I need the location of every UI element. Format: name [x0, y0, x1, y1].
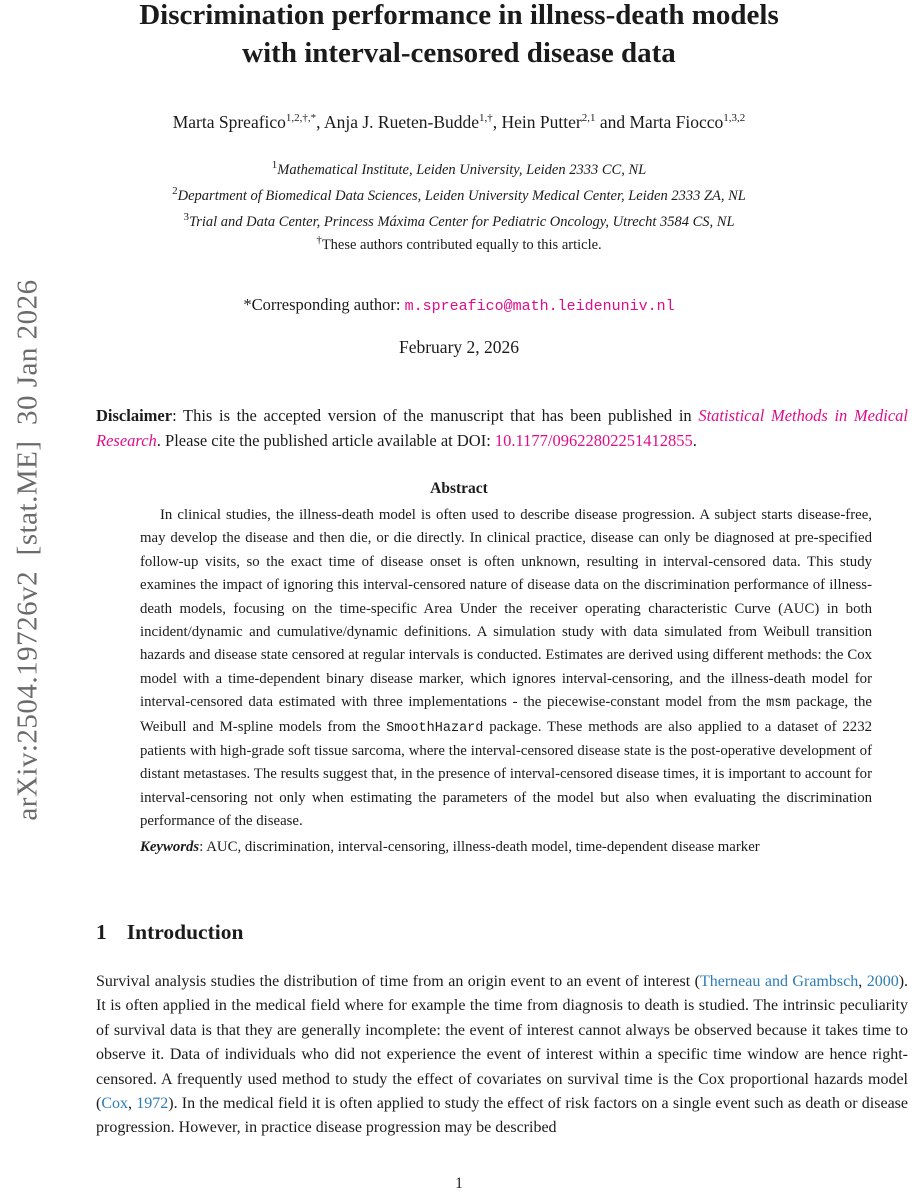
- citation-therneau-grambsch[interactable]: Therneau and Grambsch: [699, 973, 859, 990]
- keywords-label: Keywords: [140, 839, 200, 855]
- disclaimer-label: Disclaimer: [96, 406, 173, 425]
- r-package-smoothhazard: SmoothHazard: [386, 720, 484, 736]
- affiliation-3: $^3$Trial and Data Center, Princess Máxima Center for Pediatric Oncology, Utrecht 3584 CS, NL: [183, 210, 735, 230]
- disclaimer-paragraph: Disclaimer: This is the accepted version of the manuscript that has been published in Statistical Methods in Medical Research. Please cite the published article available at DOI: 10.1177/09622802251412855.: [96, 406, 908, 450]
- doi-link[interactable]: 10.1177/09622802251412855: [494, 430, 693, 450]
- author-affil-marks: 1,†: [479, 112, 493, 125]
- section-heading-introduction: [96, 920, 243, 945]
- introduction-paragraph: Survival analysis studies the distribution of time from an origin event to an event of interest (Therneau and Grambsch, 2000). It is often applied in the medical field where for example the time from diagnosis to death is studied. The intrinsic peculiarity of survival data is that they are generally incomplete: the event of interest cannot always be observed because it takes time to observe it. Data of individuals who did not experience the event of interest within a specific time window are hence right-censored. A frequently used method to study the effect of covariates on survival time is the Cox proportional hazards model (Cox, 1972). In the medical field it is often applied to study the effect of risk factors on a single event such as death or disease progression. However, in practice disease progression may be described: [96, 973, 909, 1137]
- keywords-line: Keywords: AUC, discrimination, interval-censoring, illness-death model, time-dependent disease marker: [140, 839, 760, 855]
- citation-cox[interactable]: Cox: [101, 1095, 128, 1113]
- author: Marta Fiocco$^{1,3,2}$: [629, 112, 746, 132]
- paper-date: February 2, 2026: [398, 337, 520, 357]
- paper-title-line2: with interval-censored disease data: [242, 37, 676, 69]
- equal-contribution-note: †These authors contributed equally to this article.: [316, 234, 602, 253]
- affiliation-1: $^1$Mathematical Institute, Leiden University, Leiden 2333 CC, NL: [271, 159, 647, 178]
- affiliation-2: $^2$Department of Biomedical Data Sciences, Leiden University Medical Center, Leiden 2333 ZA, NL: [172, 184, 746, 204]
- paper-title: [0, 0, 918, 72]
- author-affil-marks: 2,1: [581, 112, 596, 125]
- author-affil-marks: 1,2,†,*: [285, 112, 317, 125]
- section-title: Introduction: [126, 920, 244, 944]
- corresponding-email-link[interactable]: m.spreafico@math.leidenuniv.nl: [404, 298, 675, 315]
- affiliation-list: [0, 158, 918, 235]
- section-number: 1: [96, 920, 107, 944]
- abstract-heading: Abstract: [430, 480, 488, 497]
- author-affil-marks: 1,3,2: [723, 112, 746, 125]
- corresponding-author-line: [0, 295, 918, 315]
- journal-link[interactable]: Statistical Methods in Medical Research: [96, 406, 908, 450]
- corresponding-label: *Corresponding author:: [243, 295, 405, 314]
- abstract-paragraph: In clinical studies, the illness-death model is often used to describe disease progression. A subject starts disease-free, may develop the disease and then die, or die directly. In clinical practice, disease can only be diagnosed at pre-specified follow-up visits, so the exact time of disease onset is often unknown, resulting in interval-censored data. This study examines the impact of ignoring this interval-censored nature of disease data on the discrimination performance of illness-death models, focusing on the time-specific Area Under the receiver operating characteristic Curve (AUC) in both incident/dynamic and cumulative/dynamic definitions. A simulation study with data simulated from Weibull transition hazards and disease state censored at regular intervals is conducted. Estimates are derived using different methods: the Cox model with a time-dependent binary disease marker, which ignores interval-censoring, and the illness-death model for interval-censored data estimated with three implementations - the piecewise-constant model from the msm package, the Weibull and M-spline models from the SmoothHazard package. These methods are also applied to a dataset of 2232 patients with high-grade soft tissue sarcoma, where the interval-censored disease state is the post-operative development of distant metastases. The results suggest that, in the presence of interval-censored disease times, it is important to account for interval-censoring not only when estimating the parameters of the model but also when evaluating the discrimination performance of the disease.: [140, 507, 873, 830]
- citation-therneau-grambsch-year[interactable]: 2000: [866, 973, 899, 990]
- page-number: 1: [455, 1175, 463, 1192]
- author: Hein Putter$^{2,1}$ and: [501, 112, 630, 132]
- citation-cox-year[interactable]: 1972: [136, 1095, 169, 1113]
- author: Marta Spreafico$^{1,2,\dagger,*}$,: [172, 112, 324, 132]
- author: Anja J. Rueten-Budde$^{1,\dagger}$,: [323, 112, 502, 132]
- arxiv-watermark: arXiv:2504.19726v2 [stat.ME] 30 Jan 2026: [11, 279, 44, 821]
- paper-title-line1: Discrimination performance in illness-death models: [139, 0, 779, 31]
- author-list: [0, 112, 918, 133]
- r-package-msm: msm: [766, 696, 791, 712]
